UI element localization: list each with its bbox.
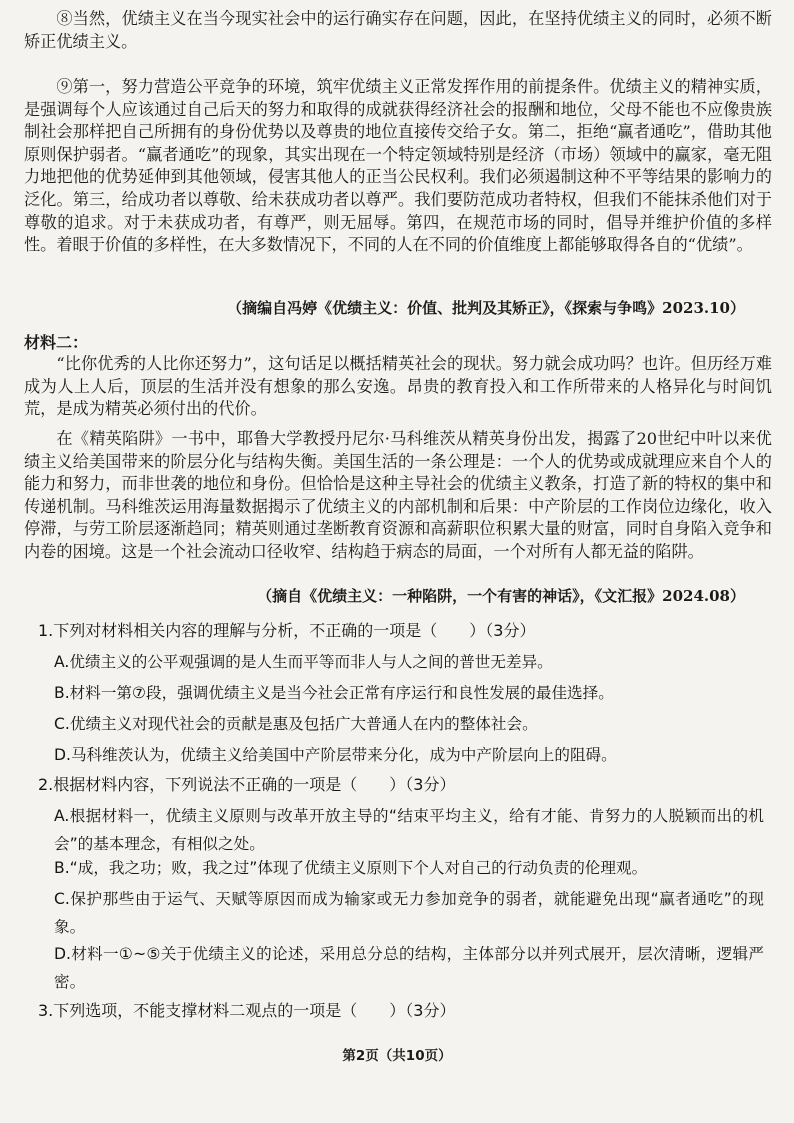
question-1-option-a: A.优绩主义的公平观强调的是人生而平等而非人与人之间的普世无差异。 [54,653,553,671]
material-two-paragraph-2: 在《精英陷阱》一书中，耶鲁大学教授丹尼尔·马科维茨从精英身份出发，揭露了20世纪中叶以来优绩主义给美国带来的阶层分化与结构失衡。美国生活的一条公理是：一个人的优势或成就理应来自个人的能力和努力，而非世袭的地位和身份。但恰恰是这种主导社会的优绩主义教条，打造了新的特权的集中和传递机制。马科维茨运用海量数据揭示了优绩主义的内部机制和后果：中产阶层的工作岗位边缘化，收入停滞，与劳工阶层逐渐趋同；精英则通过垄断教育资源和高薪职位积累大量的财富，同时自身陷入竞争和内卷的困境。这是一个社会流动口径收窄、结构趋于病态的局面，一个对所有人都无益的陷阱。 [24,429,772,561]
question-1-option-c: C.优绩主义对现代社会的贡献是惠及包括广大普通人在内的整体社会。 [54,715,538,733]
material-two-label: 材料二： [24,333,89,352]
question-1-option-d: D.马科维茨认为，优绩主义给美国中产阶层带来分化，成为中产阶层向上的阻碍。 [54,746,617,764]
question-2-option-c: C.保护那些由于运气、天赋等原因而成为输家或无力参加竞争的弱者，就能避免出现“赢者通吃”的现象。 [54,890,764,936]
material-two-paragraph-1: “比你优秀的人比你还努力”，这句话足以概括精英社会的现状。努力就会成功吗？也许。但历经万难成为人上人后，顶层的生活并没有想象的那么安逸。昂贵的教育投入和工作所带来的人格异化与时间饥荒，是成为精英必须付出的代价。 [24,354,772,419]
question-2-stem: 2.根据材料内容，下列说法不正确的一项是（ ）（3分） [38,775,456,794]
question-2-option-a: A.根据材料一，优绩主义原则与改革开放主导的“结束平均主义，给有才能、肯努力的人脱颖而出的机会”的基本理念，有相似之处。 [54,807,764,853]
question-3-stem: 3.下列选项，不能支撑材料二观点的一项是（ ）（3分） [38,1001,456,1020]
question-2-option-b: B.“成，我之功；败，我之过”体现了优绩主义原则下个人对自己的行动负责的伦理观。 [54,859,648,877]
page-footer: 第2页（共10页） [342,1048,452,1064]
question-1-option-b: B.材料一第⑦段，强调优绩主义是当今社会正常有序运行和良性发展的最佳选择。 [54,684,614,702]
material-one-paragraph-9: ⑨第一，努力营造公平竞争的环境，筑牢优绩主义正常发挥作用的前提条件。优绩主义的精神实质，是强调每个人应该通过自己后天的努力和取得的成就获得经济社会的报酬和地位，父母不能也不应像贵族制社会那样把自己所拥有的身份优势以及尊贵的地位直接传交给子女。第二，拒绝“赢者通吃”，借助其他原则保护弱者。“赢者通吃”的现象，其实出现在一个特定领域特别是经济（市场）领域中的赢家，毫无阻力地把他的优势延伸到其他领域，侵害其他人的正当公民权利。我们必须遏制这种不平等结果的影响力的泛化。第三，给成功者以尊敬、给未获成功者以尊严。我们要防范成功者特权，但我们不能抹杀他们对于尊敬的追求。对于未获成功者，有尊严，则无屈辱。第四，在规范市场的同时，倡导并维护价值的多样性。着眼于价值的多样性，在大多数情况下，不同的人在不同的价值维度上都能够取得各自的“优绩”。 [24,77,772,255]
material-one-paragraph-8: ⑧当然，优绩主义在当今现实社会中的运行确实存在问题，因此，在坚持优绩主义的同时，必须不断矫正优绩主义。 [24,9,772,51]
question-2-option-d: D.材料一①~⑤关于优绩主义的论述，采用总分总的结构，主体部分以并列式展开，层次清晰，逻辑严密。 [54,945,764,991]
material-one-source: （摘编自冯婷《优绩主义：价值、批判及其矫正》，《探索与争鸣》2023.10） [227,299,745,317]
question-1-stem: 1.下列对材料相关内容的理解与分析，不正确的一项是（ ）（3分） [38,621,536,640]
material-two-source: （摘自《优绩主义：一种陷阱，一个有害的神话》，《文汇报》2024.08） [257,587,745,605]
